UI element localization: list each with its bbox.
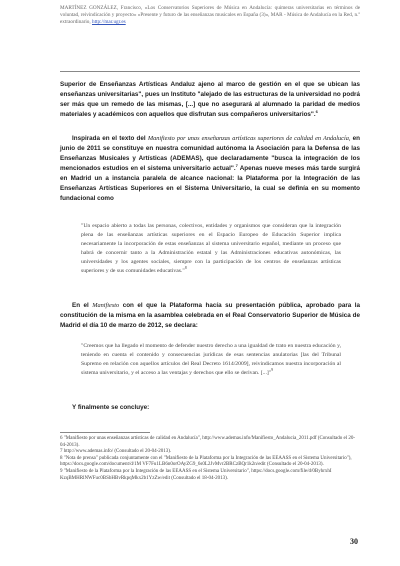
- footnote-7: 7 http://www.ademas.info/ (Consultado el 20-04-2013).: [60, 449, 172, 455]
- paragraph-2: [60, 134, 360, 204]
- paragraph-3: [60, 301, 360, 331]
- paragraph-3-text: con el que la Plataforma hacía su presentación pública, aprobado para la constitución de la misma en la asamblea celebrada en el Real Conservatorio Superior de Música de Madrid el día 10 de marzo de 2012, se declara:: [60, 302, 361, 329]
- paragraph-3-lead: En el: [72, 302, 89, 309]
- block-quote-1-text: "Un espacio abierto a todas las personas, colectivos, entidades y organismos que consideran que la integración plena de las enseñanzas artísticas superiores en el Espacio Europeo de Educación Superior implica necesariamente la incorporación de estas enseñanzas al sistema universitario español, mediante un proceso que habrá de concernir tanto a la Administración estatal y las Administraciones educativas autonómicas, las universidades y los agentes sociales, siempre con la participación de los centros de enseñanzas artísticas superiores y de sus comunidades educativas.": [81, 223, 341, 275]
- paragraph-4: [60, 403, 360, 413]
- paragraph-2-lead: Inspirada en el texto del: [72, 135, 146, 142]
- footnote-ref-6[interactable]: 6: [315, 108, 318, 114]
- running-header: [60, 5, 360, 26]
- paragraph-4-text: Y finalmente se concluye:: [72, 404, 150, 411]
- paragraph-2-text: en junio de 2011 se constituye en nuestra comunidad autónoma la Asociación para la Defensa de las Enseñanzas Musicales y Artísticas (ADEMAS), que declaradamente "busca la integración de los mencionados estudios en el sistema universitario actual".: [60, 135, 361, 172]
- header-rule: [60, 71, 360, 72]
- footnote-ref-9[interactable]: 9: [271, 367, 274, 373]
- block-quote-2-text: "Creemos que ha llegado el momento de defender nuestro derecho a una igualdad de trato en nuestra educación y, teniendo en cuenta el contenido y consecuencias jurídicas de esas sentencias anulatorias [las del Tribunal Supremo en relación con aquellos artículos del Real Decreto 1614/2009], reivindicamos nuestra incorporación al sistema universitario, y el acceso a las ventajas y derechos que ello se derivan. [...]": [81, 343, 341, 377]
- block-quote-2: [81, 342, 341, 378]
- footnote-9: 9 "Manifiesto de la Plataforma por la Integración de las EEAASS en el Sistema Universitario", https://docs.google.com/file/d/0ByhrxhI KzqBMHRlNWFuc0BSbHBvRkpqMkx2b1YzZw/edit (Consultado el 18-04-2013).: [60, 468, 332, 481]
- footnote-ref-8[interactable]: 8: [184, 265, 187, 271]
- header-citation: MARTÍNEZ GONZÁLEZ, Francisco, «Los Conservatorios Superiores de Música en Andalucía: quimeras universitarias en términos de voluntad, reivindicación y proyecto» «Presente y futuro de las enseñanzas musicales en España (3)», MAR - Música de Andalucía en la Red, n.º extraordinario,: [60, 5, 360, 25]
- footnote-6: 6 "Manifiesto por unas enseñanzas artísticas de calidad en Andalucía", http://www.ademas.info/Manifiesto_Andalucia_2011.pdf (Consultado el 20-04-2013).: [60, 436, 356, 448]
- footnotes: [60, 436, 360, 482]
- footnote-ref-7[interactable]: 7: [235, 162, 238, 168]
- paragraph-1: [60, 80, 360, 120]
- paragraph-2-text-cont: Apenas nueve meses más tarde surgirá en Madrid un a instancia paralela de alcance nacional: la Plataforma por la Integración de las Enseñanzas Artísticas Superiores en el Sistema Universitario, la cual se definía en su momento fundacional como: [60, 165, 360, 202]
- paragraph-1-text: Superior de Enseñanzas Artísticas Andaluz ajeno al marco de gestión en el que se ubican las enseñanzas universitarias", pues un Instituto "alejado de las estructuras de la universidad no podrá ser más que un remedo de las mismas, [...] que no asegurará al alumnado la paridad de medios materiales y académicos con aquellos que disfrutan sus compañeros universitarios".: [60, 81, 360, 118]
- page-number: 30: [350, 537, 358, 546]
- manifesto-italic: Manifiesto: [92, 302, 120, 309]
- header-link[interactable]: http://mar.ugr.es: [91, 19, 126, 25]
- footnote-separator: [60, 432, 150, 433]
- footnote-8: 8 "Nota de prensa" publicada conjuntamente con el "Manifiesto de la Plataforma por la Integración de las EEAASS en el Sistema Universitario"), https://docs.google.com/document/d/1M VF7Fu1LB6n0orOAyZG9_6s0L2JvMvr2BRCzBQr1k2n/edit (Consultado el 20-04-2013).: [60, 455, 352, 468]
- manifesto-title-italic: Manifiesto por unas enseñanzas artísticas superiores de calidad en Andalucía,: [147, 135, 351, 142]
- block-quote-1: [81, 222, 341, 277]
